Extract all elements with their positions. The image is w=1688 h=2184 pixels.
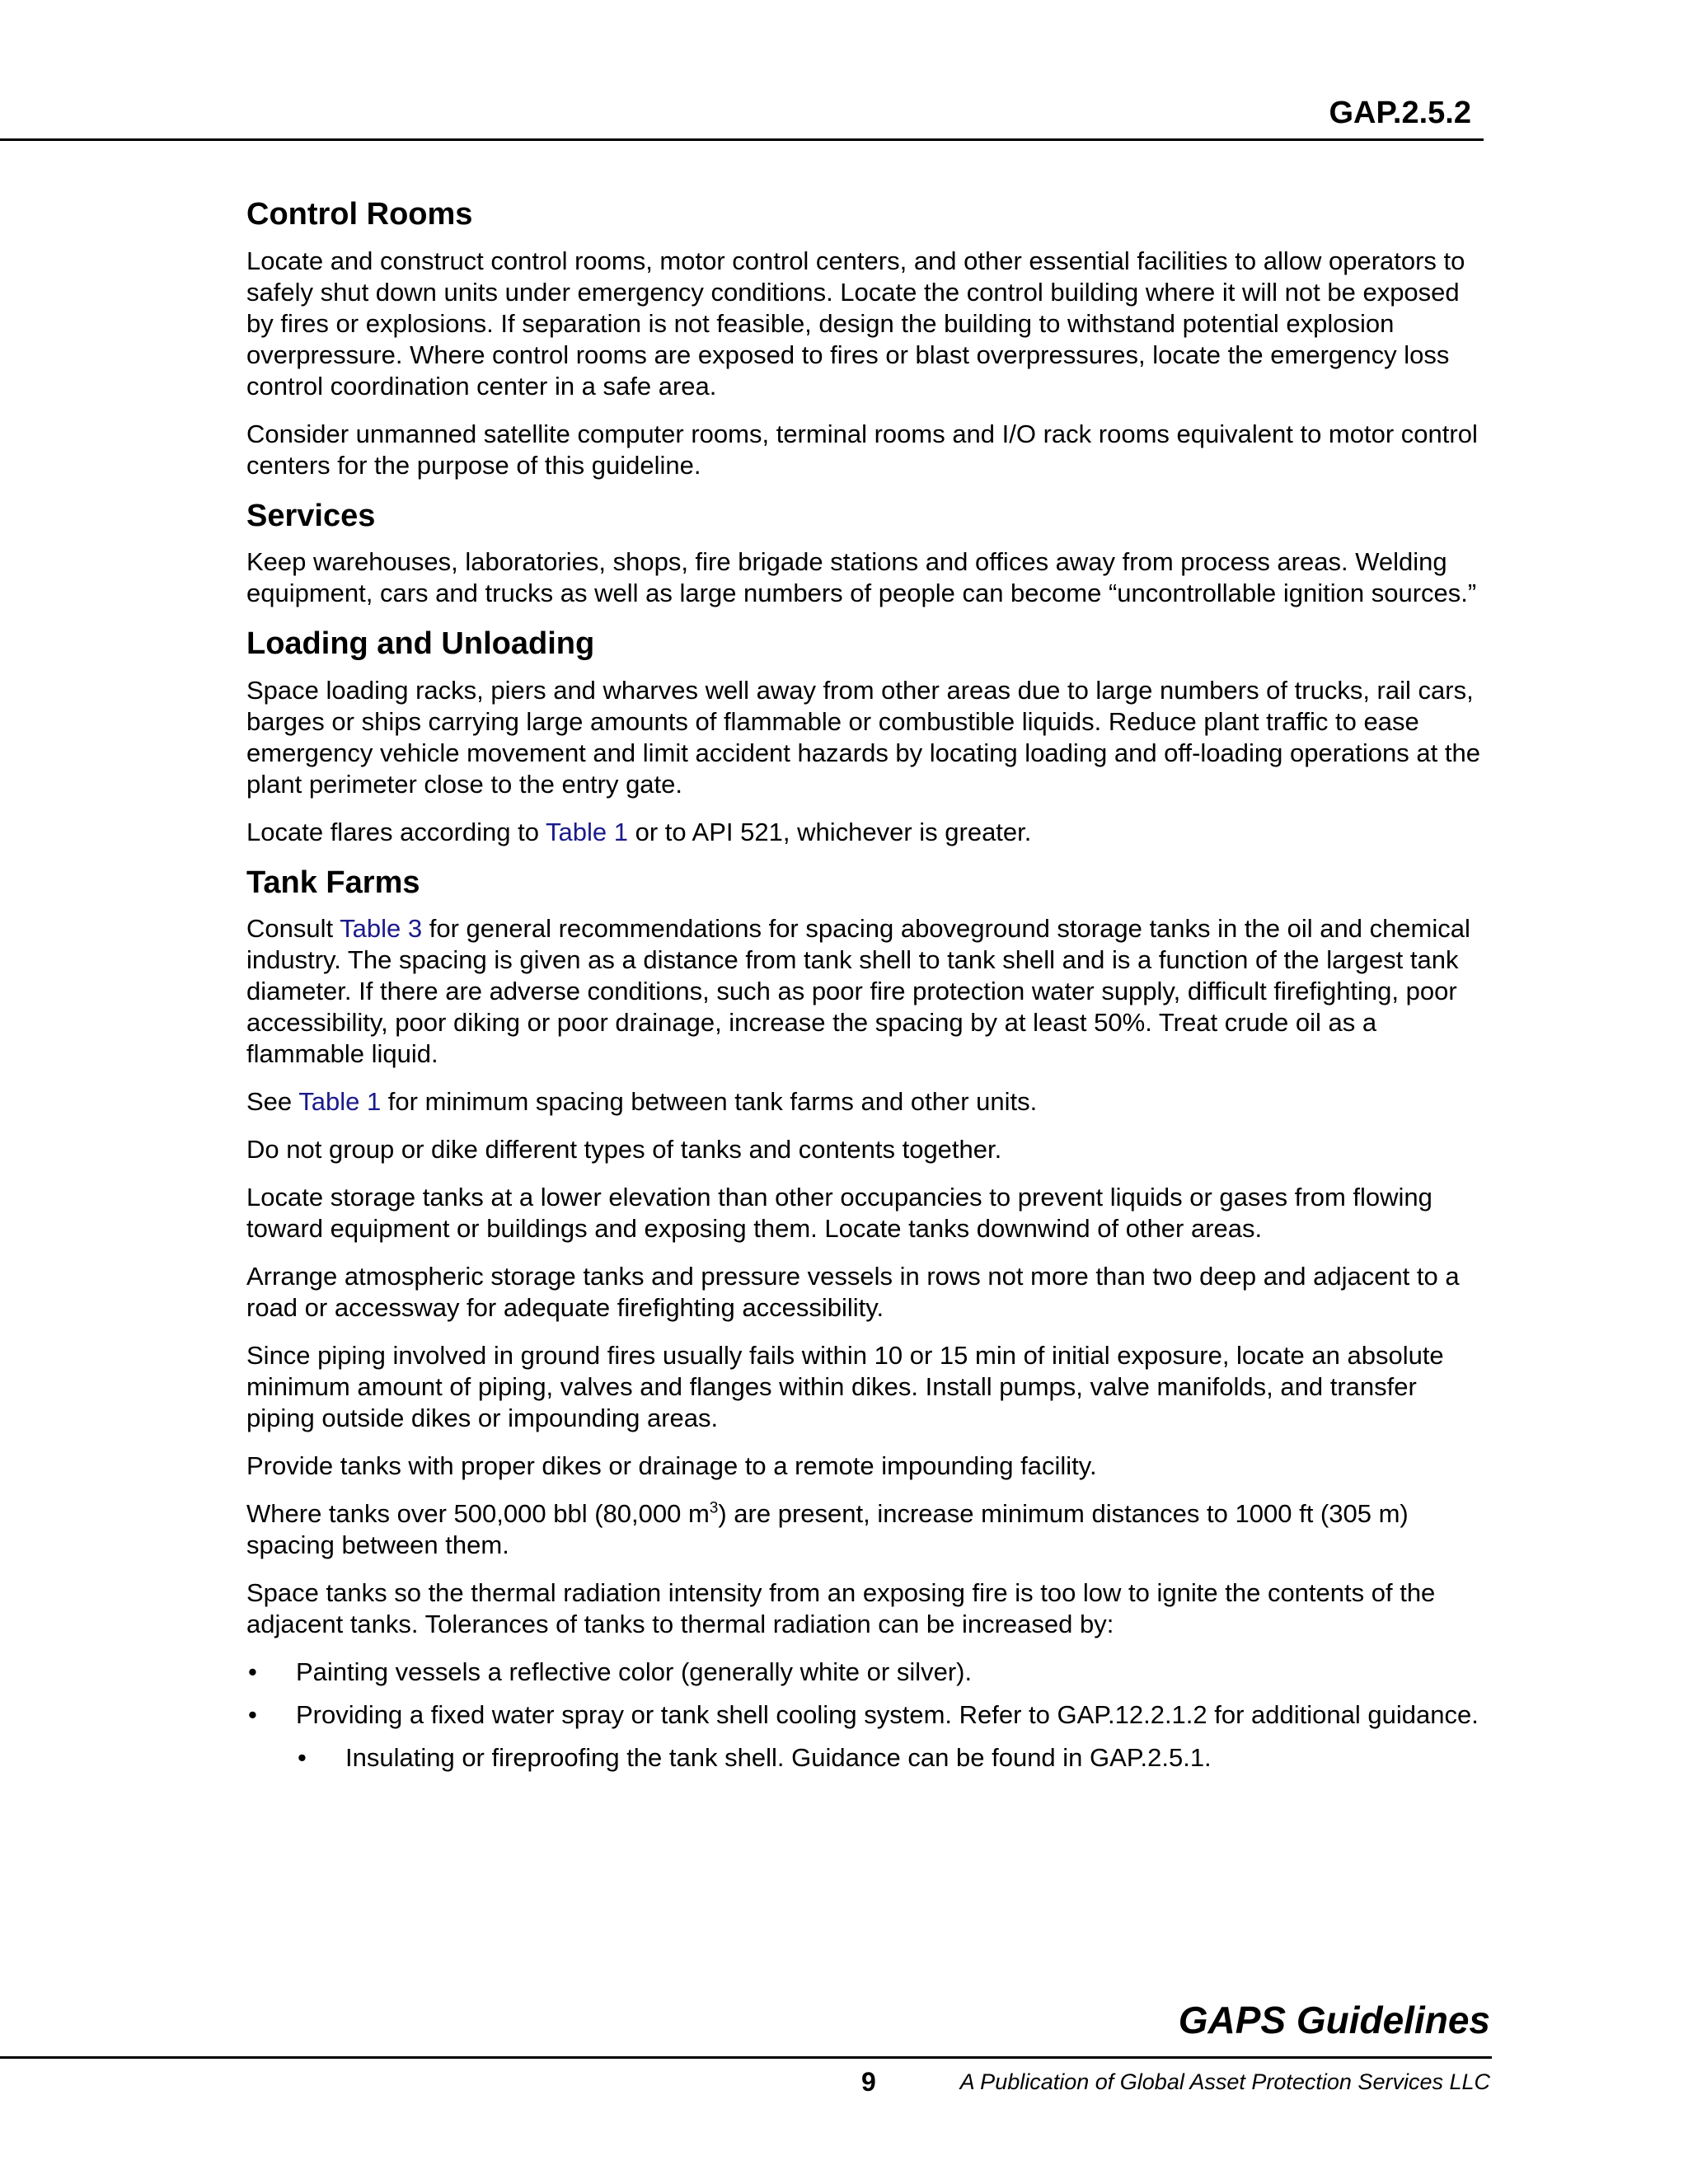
table-1-link[interactable]: Table 1 xyxy=(298,1087,382,1117)
bullet-icon: • xyxy=(248,1657,257,1687)
list-item xyxy=(246,1699,1483,1731)
table-1-link[interactable]: Table 1 xyxy=(546,817,629,846)
bullet-list xyxy=(246,1657,1483,1774)
text-run: for general recommendations for spacing aboveground storage tanks in the oil and chemical industry. The spacing is given as a distance from tank shell to tank shell and is a function of the largest tank diameter. If there are adverse conditions, such as poor fire protection water supply, difficult firefighting, poor accessibility, poor diking or poor drainage, increase the spacing by at least 50%. Treat crude oil as a flammable liquid. xyxy=(246,914,1470,1069)
paragraph: Since piping involved in ground fires usually fails within 10 or 15 min of initial exposure, locate an absolute minimum amount of piping, valves and flanges within dikes. Install pumps, valve manifolds, and transfer piping outside dikes or impounding areas. xyxy=(246,1341,1444,1433)
superscript: 3 xyxy=(709,1500,719,1518)
section-heading: Control Rooms xyxy=(246,197,473,232)
bullet-icon: • xyxy=(298,1743,307,1773)
paragraph: Locate storage tanks at a lower elevation than other occupancies to prevent liquids or gases from flowing toward equipment or buildings and exposing them. Locate tanks downwind of other areas. xyxy=(246,1183,1432,1244)
list-item xyxy=(246,1657,1483,1688)
section-control-rooms xyxy=(246,196,1483,481)
paragraph: Space tanks so the thermal radiation intensity from an exposing fire is too low to ignite the contents of the adjacent tanks. Tolerances of tanks to thermal radiation can be increased by: xyxy=(246,1578,1436,1639)
text-run: for minimum spacing between tank farms and other units. xyxy=(381,1087,1038,1117)
page-number: 9 xyxy=(861,2067,876,2097)
text-run: ) are present, increase minimum distances to 1000 ft (305 m) spacing between them. xyxy=(246,1499,1409,1560)
list-item xyxy=(296,1742,1483,1774)
page-body xyxy=(246,196,1483,1785)
section-heading: Services xyxy=(246,498,376,533)
text-run: Where tanks over 500,000 bbl (80,000 m xyxy=(246,1499,710,1529)
publisher-line: A Publication of Global Asset Protection Services LLC xyxy=(959,2069,1490,2094)
paragraph xyxy=(246,817,1483,848)
section-tank-farms xyxy=(246,865,1483,1774)
footer-title: GAPS Guidelines xyxy=(1178,1999,1490,2041)
paragraph xyxy=(246,1498,1483,1561)
paragraph xyxy=(246,1086,1483,1118)
text-run: or to API 521, whichever is greater. xyxy=(628,817,1032,846)
table-3-link[interactable]: Table 3 xyxy=(340,914,423,944)
document-code: GAP.2.5.2 xyxy=(1329,96,1471,130)
paragraph: Keep warehouses, laboratories, shops, fire brigade stations and offices away from process areas. Welding equipment, cars and trucks as well as large numbers of people can become “uncontrollable ignition sources.” xyxy=(246,547,1477,608)
bullet-icon: • xyxy=(248,1700,257,1730)
list-item-text: Painting vessels a reflective color (generally white or silver). xyxy=(296,1657,973,1687)
paragraph: Consider unmanned satellite computer rooms, terminal rooms and I/O rack rooms equivalent to motor control centers for the purpose of this guideline. xyxy=(246,419,1478,480)
section-heading: Tank Farms xyxy=(246,865,420,900)
paragraph: Provide tanks with proper dikes or drainage to a remote impounding facility. xyxy=(246,1451,1097,1481)
paragraph xyxy=(246,913,1483,1070)
paragraph: Space loading racks, piers and wharves well away from other areas due to large numbers of trucks, rail cars, barges or ships carrying large amounts of flammable or combustible liquids. Reduce plant traffic to ease emergency vehicle movement and limit accident hazards by locating loading and off-loading operations at the plant perimeter close to the entry gate. xyxy=(246,675,1480,799)
header-rule xyxy=(0,138,1484,141)
section-heading: Loading and Unloading xyxy=(246,626,595,662)
text-run: Consult xyxy=(246,914,340,944)
list-item-text: Insulating or fireproofing the tank shell. Guidance can be found in GAP.2.5.1. xyxy=(345,1743,1212,1773)
section-loading-unloading xyxy=(246,626,1483,848)
text-run: See xyxy=(246,1087,299,1117)
paragraph: Do not group or dike different types of tanks and contents together. xyxy=(246,1135,1002,1165)
section-services xyxy=(246,498,1483,610)
footer-rule xyxy=(0,2056,1492,2059)
paragraph: Locate and construct control rooms, motor control centers, and other essential facilities to allow operators to safely shut down units under emergency conditions. Locate the control building where it will not be exposed by fires or explosions. If separation is not feasible, design the building to withstand potential explosion overpressure. Where control rooms are exposed to fires or blast overpressures, locate the emergency loss control coordination center in a safe area. xyxy=(246,246,1465,401)
list-item-text: Providing a fixed water spray or tank shell cooling system. Refer to GAP.12.2.1.2 for additional guidance. xyxy=(296,1700,1479,1730)
text-run: Locate flares according to xyxy=(246,817,546,846)
paragraph: Arrange atmospheric storage tanks and pressure vessels in rows not more than two deep and adjacent to a road or accessway for adequate firefighting accessibility. xyxy=(246,1262,1460,1323)
